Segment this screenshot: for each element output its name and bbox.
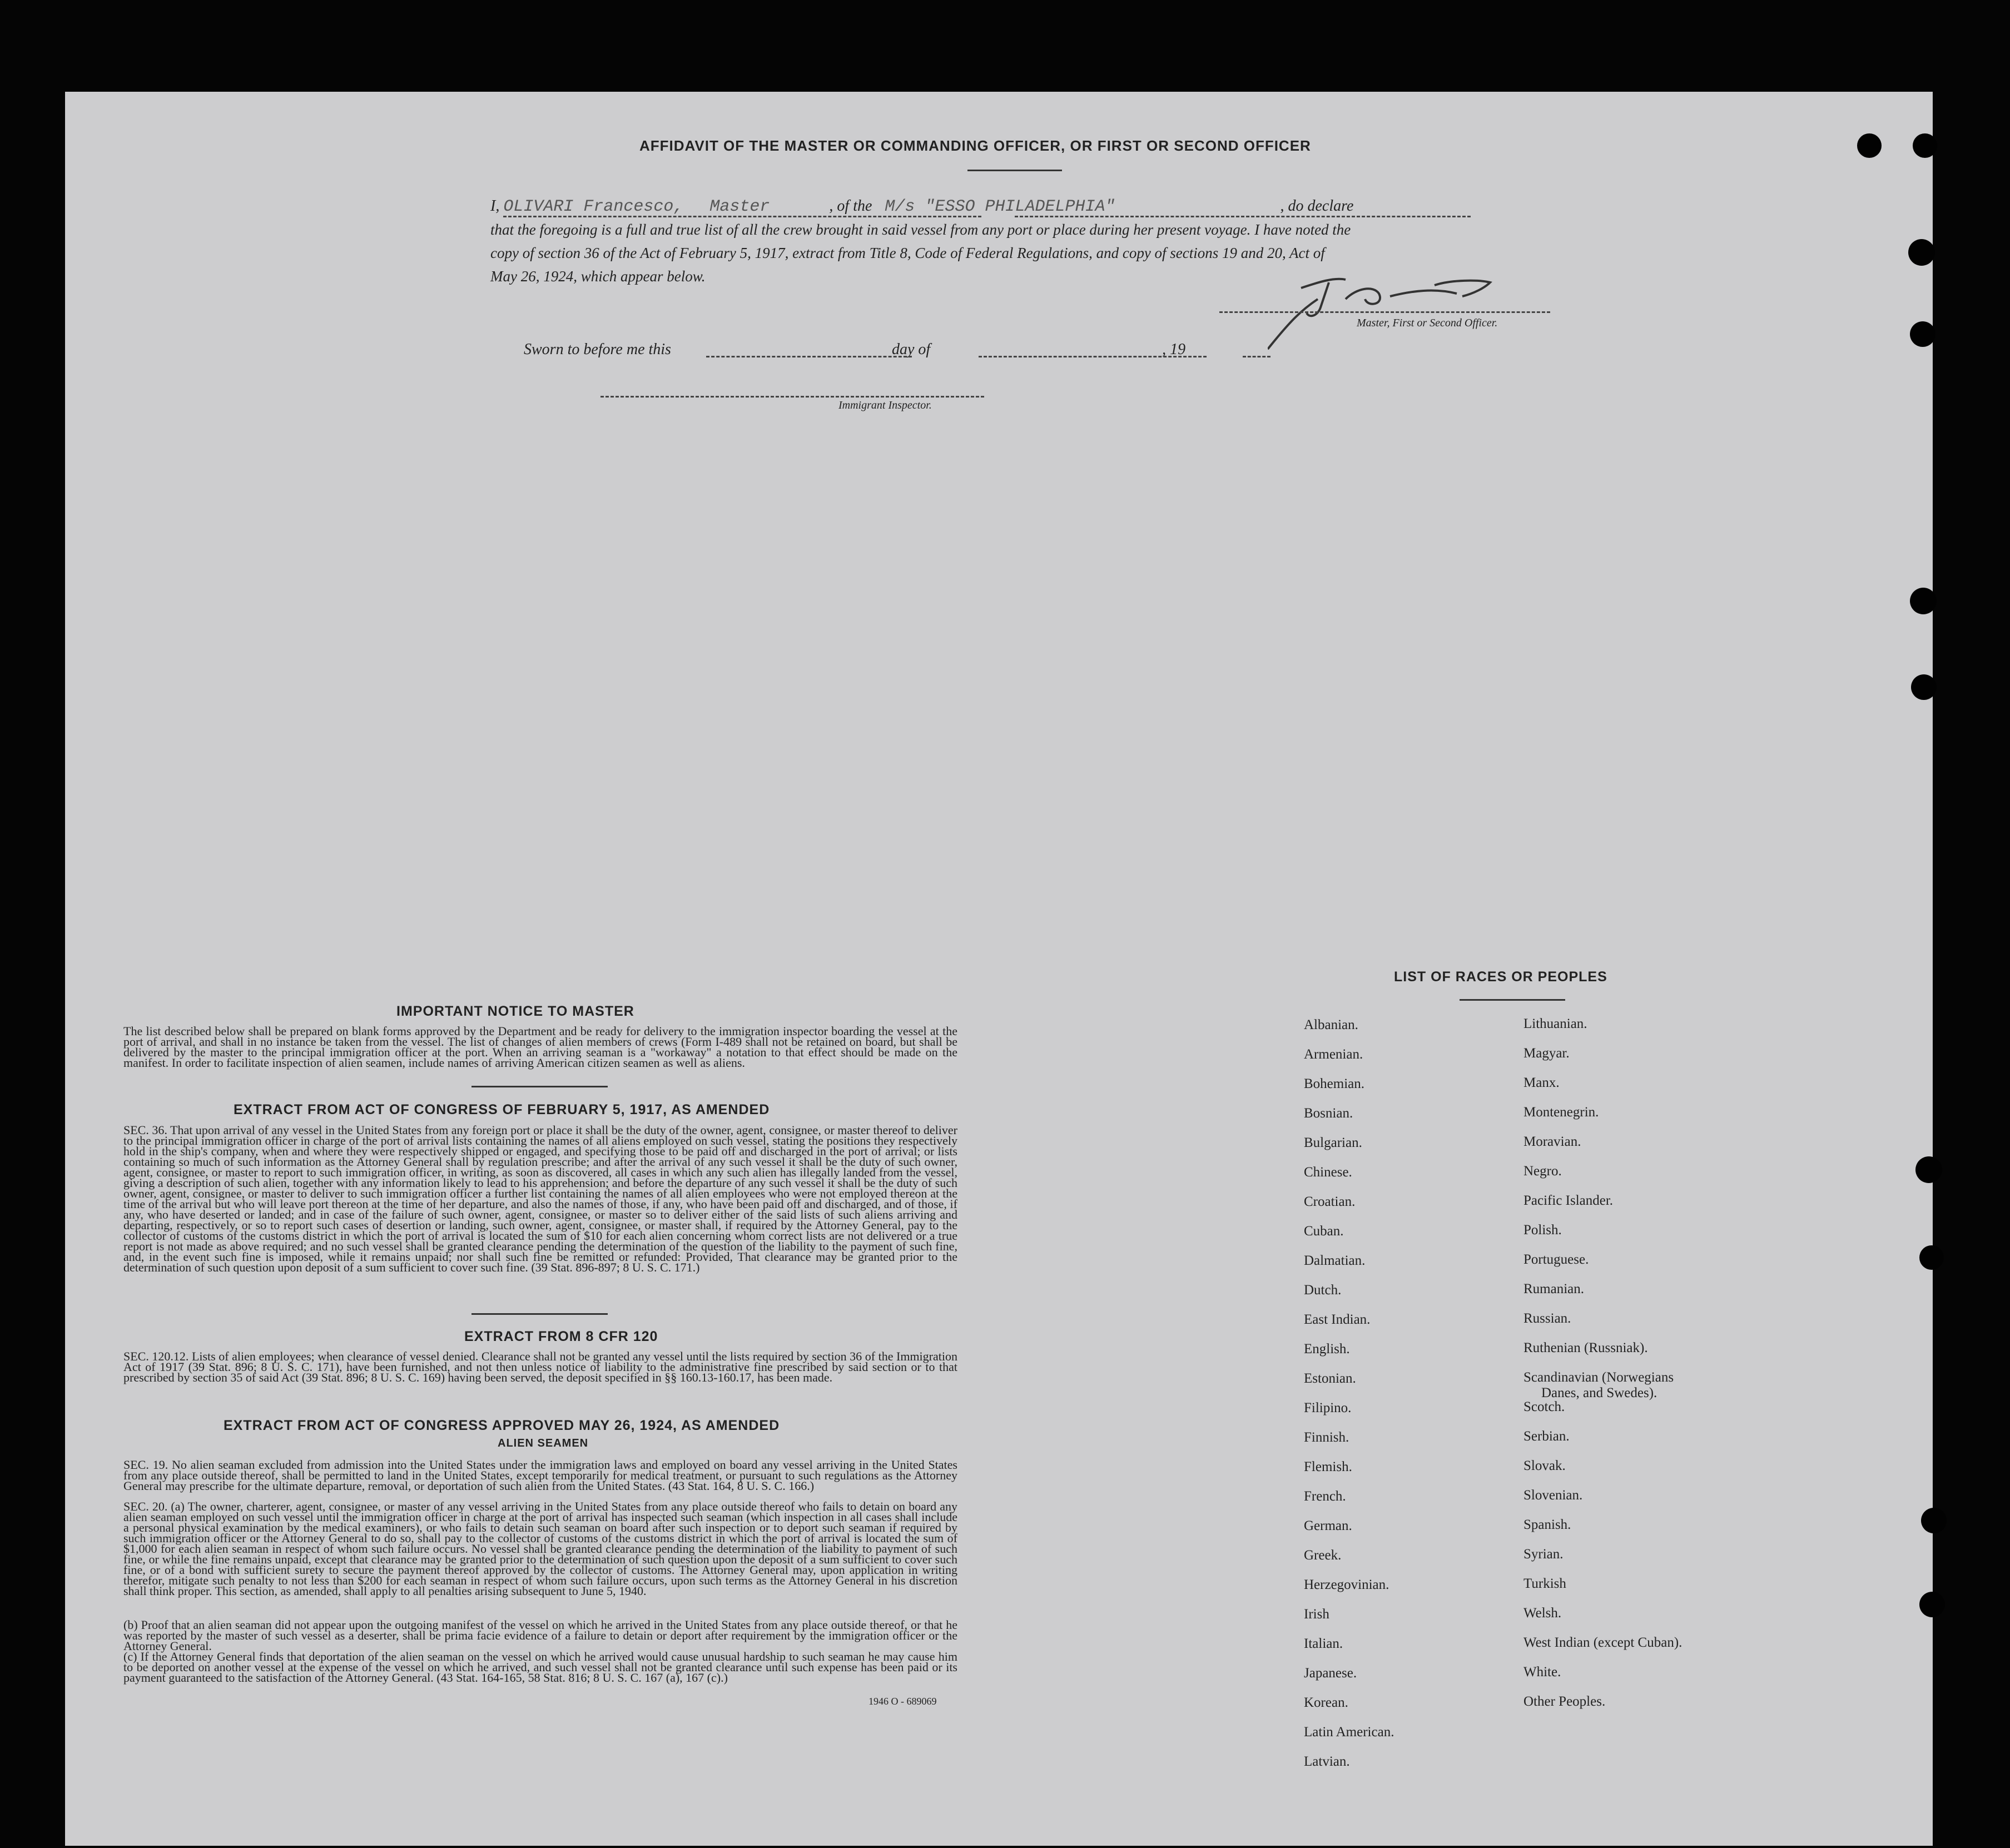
- punch-hole-7: [1915, 1156, 1942, 1183]
- race-item: Welsh.: [1523, 1606, 1562, 1621]
- race-item: Dutch.: [1304, 1283, 1342, 1298]
- extract-1924-p4: (c) If the Attorney General finds that deportation of the alien seaman on the vessel on which he arrived would cause unusual hardship to such seaman he may cause him to be deported on another vessel at the expense of the vessel on which he arrived, and such vessel shall not be granted clearance until such expense has been paid or its payment guaranteed to the satisfaction of the Attorney General. (43 Stat. 164-165, 58 Stat. 816; 8 U. S. C. 167 (a), 167 (c).): [123, 1650, 957, 1685]
- race-item: Latin American.: [1304, 1725, 1394, 1740]
- master-signature: [1268, 266, 1557, 355]
- underline-vessel: [1015, 216, 1471, 217]
- race-item: Filipino.: [1304, 1400, 1352, 1415]
- race-item: White.: [1523, 1665, 1561, 1680]
- extract-1924-p3: (b) Proof that an alien seaman did not appear upon the outgoing manifest of the vessel on which he arrived in the United States from any place outside thereof, or that he was reported by the master of such vessel as a deserter, shall be prima facie evidence of a failure to detain or deport after requirement by the immigration officer or the Attorney General.: [123, 1618, 957, 1653]
- sworn-prefix: Sworn to before me this: [524, 341, 671, 358]
- race-item: Irish: [1304, 1607, 1329, 1622]
- race-item: East Indian.: [1304, 1312, 1371, 1327]
- extract-cfr-text: SEC. 120.12. Lists of alien employees; when clearance of vessel denied. Clearance shall not be granted any vessel until the lists required by section 36 of the Immigration Act of 1917 (39 Stat. 896; 8 U. S. C. 171), have been furnished, and not then unless notice of liability to the administrative fine prescribed by said section or to that prescribed by section 35 of said Act (39 Stat. 896; 8 U. S. C. 169) having been served, the deposit specified in §§ 160.13-160.17, has been made.: [123, 1349, 957, 1384]
- punch-hole-5: [1910, 588, 1937, 614]
- race-item: Rumanian.: [1523, 1281, 1585, 1296]
- rule-2: [472, 1313, 608, 1315]
- rule-1: [472, 1086, 608, 1087]
- race-item: West Indian (except Cuban).: [1523, 1635, 1683, 1650]
- race-item: Scandinavian (Norwegians: [1523, 1370, 1674, 1385]
- punch-hole-2: [1913, 133, 1937, 158]
- race-item: Japanese.: [1304, 1666, 1357, 1681]
- race-item: Manx.: [1523, 1075, 1560, 1090]
- race-item: Magyar.: [1523, 1046, 1570, 1061]
- declaration-line-2: that the foregoing is a full and true list of all the crew brought in said vessel from any port or place during her present voyage. I have noted the: [490, 221, 1351, 238]
- extract-1917-title: EXTRACT FROM ACT OF CONGRESS OF FEBRUARY 5, 1917, AS AMENDED: [234, 1102, 770, 1117]
- race-item: Moravian.: [1523, 1134, 1581, 1149]
- race-item: Croatian.: [1304, 1194, 1356, 1209]
- extract-1917-text: SEC. 36. That upon arrival of any vessel in the United States from any foreign port or place it shall be the duty of the owner, agent, consignee, or master thereof to deliver to the principal immigration officer in charge of the port of arrival lists containing the names of all aliens employed on such vessel, stating the positions they respectively hold in the ship's company, when and where they were respectively shipped or engaged, and specifying those to be paid off and discharged in the port of arrival; or lists containing so much of such information as the Attorney General shall by regulation prescribe; and after the arrival of any such vessel it shall be the duty of such owner, agent, consignee, or master to report to such immigration officer, in writing, as soon as discovered, all cases in which any such alien has illegally landed from the vessel, giving a description of such alien, together with any information likely to lead to his apprehension; and before the departure of any such vessel it shall be the duty of such owner, agent, consignee, or master to deliver to such immigration officer a further list containing the names of all alien employees who were not employed thereon at the time of the arrival but who will leave port thereon at the time of her departure, and also the names of those, if any, who have been paid off and discharged, and of those, if any, who have deserted or landed; and in case of the failure of such owner, agent, consignee, or master so to deliver either of the said lists of such aliens arriving and departing, respectively, or so to report such cases of desertion or landing, such owner, agent, consignee, or master shall, if required by the Attorney General, pay to the collector of customs of the customs district in which the port of arrival is located the sum of $10 for each alien concerning whom correct lists are not delivered or a true report is not made as above required; and no such vessel shall be granted clearance pending the determination of the question of the liability to the payment of such fine, and, in the event such fine is imposed, while it remains unpaid; nor shall such fine be remitted or refunded: Provided, That clearance may be granted prior to the determination of such question upon deposit of a sum sufficient to cover such fine. (39 Stat. 896-897; 8 U. S. C. 171.): [123, 1123, 957, 1274]
- extract-1924-p1: SEC. 19. No alien seaman excluded from admission into the United States under the immigration laws and employed on board any vessel arriving in the United States from any place outside thereof, shall be permitted to land in the United States, except temporarily for medical treatment, or pursuant to such regulations as the Attorney General may prescribe for the ultimate departure, removal, or deportation of such alien from the United States. (43 Stat. 164, 8 U. S. C. 166.): [123, 1458, 957, 1493]
- day-of: day of: [891, 341, 931, 358]
- underline-day: [706, 356, 912, 357]
- race-item: Slovenian.: [1523, 1488, 1583, 1503]
- race-item: Negro.: [1523, 1164, 1562, 1179]
- punch-hole-1: [1857, 133, 1882, 158]
- punch-hole-3: [1908, 239, 1935, 266]
- underline-name: [503, 216, 981, 217]
- race-item: Slovak.: [1523, 1458, 1566, 1473]
- race-item: Korean.: [1304, 1695, 1348, 1710]
- notice-title: IMPORTANT NOTICE TO MASTER: [396, 1004, 634, 1019]
- do-declare: , do declare: [1280, 197, 1354, 215]
- race-item: Bulgarian.: [1304, 1135, 1362, 1150]
- underline-month: [979, 356, 1207, 357]
- master-name-field: OLIVARI Francesco,: [503, 197, 684, 216]
- race-item: Polish.: [1523, 1223, 1562, 1238]
- declaration-line-1: [490, 197, 1552, 216]
- race-item: French.: [1304, 1489, 1346, 1504]
- race-item: Flemish.: [1304, 1459, 1352, 1474]
- race-item: Danes, and Swedes).: [1541, 1385, 1657, 1400]
- intro-i: I,: [490, 197, 500, 215]
- race-item: Ruthenian (Russniak).: [1523, 1340, 1648, 1355]
- race-item: Other Peoples.: [1523, 1694, 1606, 1709]
- race-item: Bosnian.: [1304, 1106, 1353, 1121]
- affidavit-title: AFFIDAVIT OF THE MASTER OR COMMANDING OFFICER, OR FIRST OR SECOND OFFICER: [639, 137, 1311, 154]
- race-item: Pacific Islander.: [1523, 1193, 1614, 1208]
- inspector-caption: Immigrant Inspector.: [838, 399, 932, 411]
- year-prefix: , 19: [1162, 341, 1186, 358]
- punch-hole-10: [1919, 1592, 1945, 1617]
- declaration-line-3: copy of section 36 of the Act of February 5, 1917, extract from Title 8, Code of Federal Regulations, and copy of sections 19 and 20, Act of: [490, 245, 1325, 261]
- races-title: LIST OF RACES OR PEOPLES: [1394, 969, 1607, 985]
- of-the: , of the: [829, 197, 872, 215]
- declaration-line-4: May 26, 1924, which appear below.: [490, 268, 706, 285]
- signature-line: [1219, 311, 1550, 313]
- race-item: Portuguese.: [1523, 1252, 1589, 1267]
- race-item: Russian.: [1523, 1311, 1571, 1326]
- race-item: Lithuanian.: [1523, 1016, 1587, 1031]
- underline-year: [1243, 356, 1270, 357]
- print-code: 1946 O - 689069: [868, 1696, 937, 1707]
- race-item: Albanian.: [1304, 1017, 1358, 1032]
- extract-1924-subtitle: ALIEN SEAMEN: [498, 1437, 589, 1449]
- races-underline: [1460, 999, 1565, 1001]
- race-item: Herzegovinian.: [1304, 1577, 1389, 1592]
- race-item: English.: [1304, 1342, 1350, 1357]
- punch-hole-6: [1911, 674, 1937, 700]
- extract-cfr-title: EXTRACT FROM 8 CFR 120: [464, 1329, 658, 1344]
- race-item: Spanish.: [1523, 1517, 1571, 1532]
- notice-text: The list described below shall be prepared on blank forms approved by the Department and be ready for delivery to the immigration inspector boarding the vessel at the port of arrival, and shall in no instance be taken from the vessel. The list of changes of alien members of crews (Form I-489 shall not be retained on board, but shall be delivered by the master to the principal immigration officer at the port. When an arriving seaman is a "workaway" a notation to that effect should be made on the manifest. In order to facilitate inspection of alien seamen, include names of arriving American citizen seamen as well as aliens.: [123, 1024, 957, 1070]
- race-item: German.: [1304, 1518, 1352, 1533]
- extract-1924-title: EXTRACT FROM ACT OF CONGRESS APPROVED MAY 26, 1924, AS AMENDED: [224, 1418, 780, 1433]
- race-item: Syrian.: [1523, 1547, 1564, 1562]
- race-item: Italian.: [1304, 1636, 1343, 1651]
- race-item: Estonian.: [1304, 1371, 1356, 1386]
- signature-caption: Master, First or Second Officer.: [1357, 317, 1498, 329]
- race-item: Scotch.: [1523, 1399, 1565, 1414]
- race-item: Dalmatian.: [1304, 1253, 1366, 1268]
- punch-hole-8: [1919, 1245, 1944, 1270]
- extract-1924-p2: SEC. 20. (a) The owner, charterer, agent, consignee, or master of any vessel arriving in the United States from any place outside thereof who fails to detain on board any alien seaman employed on such vessel until the immigration officer in charge at the port of arrival has inspected such seaman (which inspection in all cases shall include a personal physical examination by the medical examiners), or who fails to detain such seaman on board after such inspection or to deport such seaman if required by such immigration officer or the Attorney General to do so, shall pay to the collector of customs of the customs district in which the port of arrival is located the sum of $1,000 for each alien seaman in respect of whom such failure occurs. No vessel shall be granted clearance pending the determination of the liability to payment of such fine, or while the fine remains unpaid, except that clearance may be granted prior to the determination of such question upon the deposit of a sum sufficient to cover such fine, or of a bond with sufficient surety to secure the payment thereof approved by the collector of customs. The Attorney General may, upon application in writing therefor, mitigate such penalty to not less than $200 for each seaman in respect of whom such failure occurs, upon such terms as the Attorney General in his discretion shall think proper. This section, as amended, shall apply to all penalties arising subsequent to June 5, 1940.: [123, 1499, 957, 1598]
- race-item: Chinese.: [1304, 1165, 1352, 1180]
- race-item: Finnish.: [1304, 1430, 1349, 1445]
- inspector-line: [600, 396, 984, 398]
- race-item: Bohemian.: [1304, 1076, 1365, 1091]
- race-item: Montenegrin.: [1523, 1105, 1599, 1120]
- race-item: Greek.: [1304, 1548, 1342, 1563]
- title-underline: [967, 170, 1062, 171]
- punch-hole-9: [1921, 1508, 1947, 1533]
- race-item: Cuban.: [1304, 1224, 1344, 1239]
- race-item: Latvian.: [1304, 1754, 1350, 1769]
- punch-hole-4: [1910, 321, 1935, 347]
- race-item: Serbian.: [1523, 1429, 1570, 1444]
- master-title-field: Master: [709, 197, 770, 216]
- race-item: Armenian.: [1304, 1047, 1363, 1062]
- vessel-name-field: M/s "ESSO PHILADELPHIA": [885, 197, 1115, 216]
- race-item: Turkish: [1523, 1576, 1566, 1591]
